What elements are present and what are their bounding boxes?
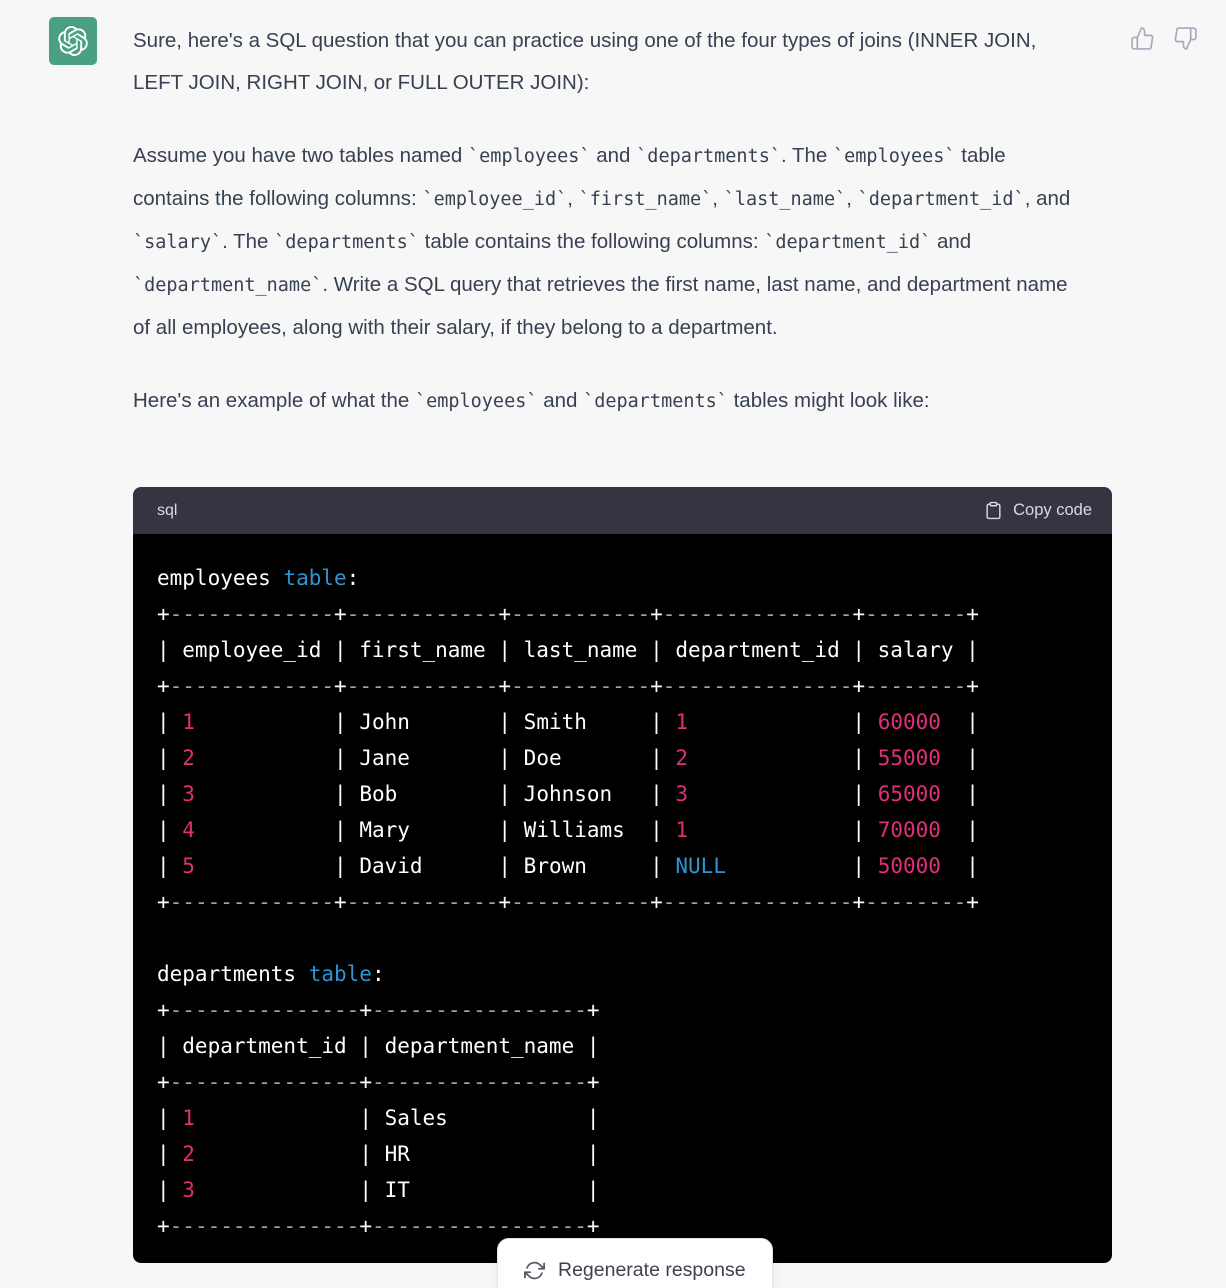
code-line: +-------------+------------+-----------+---------------+--------+ <box>157 602 979 626</box>
inline-code: `department_id` <box>764 232 932 253</box>
openai-logo-icon <box>58 26 88 56</box>
text-run: Sure, here's a SQL question that you can practice using one of the four types of joins (INNER JOIN, LEFT JOIN, RIGHT JOIN, or FULL OUTER JOIN): <box>133 29 1037 94</box>
code-line: | 4 | Mary | Williams | 1 | 70000 | <box>157 818 979 842</box>
text-run: table contains the following columns: <box>418 230 765 253</box>
inline-code: `first_name` <box>578 189 713 210</box>
text-run: , <box>846 187 858 210</box>
code-line: | 2 | Jane | Doe | 2 | 55000 | <box>157 746 979 770</box>
code-line: | employee_id | first_name | last_name | department_id | salary | <box>157 638 979 662</box>
code-block-header <box>133 487 1112 534</box>
text-run: table contains the following columns: <box>133 144 1006 210</box>
code-line: | 5 | David | Brown | NULL | 50000 | <box>157 854 979 878</box>
assistant-message <box>133 20 1078 454</box>
inline-code: `employees` <box>468 146 591 167</box>
paragraph <box>133 380 1078 423</box>
text-run: , <box>712 187 724 210</box>
code-line: | 2 | HR | <box>157 1142 600 1166</box>
text-run: , <box>567 187 579 210</box>
text-run: and <box>537 389 584 412</box>
text-run: Here's an example of what the <box>133 389 415 412</box>
inline-code: `department_name` <box>133 275 323 296</box>
inline-code: `salary` <box>133 232 223 253</box>
thumbs-up-icon <box>1130 39 1155 54</box>
code-line: | 3 | IT | <box>157 1178 600 1202</box>
text-run: tables might look like: <box>727 389 930 412</box>
regenerate-response-button[interactable] <box>497 1238 773 1288</box>
code-line: | 1 | John | Smith | 1 | 60000 | <box>157 710 979 734</box>
code-block <box>133 487 1112 1263</box>
inline-code: `departments` <box>636 146 781 167</box>
text-run: , and <box>1024 187 1071 210</box>
regenerate-icon <box>524 1260 545 1281</box>
code-line: +---------------+-----------------+ <box>157 1070 600 1094</box>
thumbs-down-button[interactable] <box>1173 26 1198 51</box>
thumbs-down-icon <box>1173 39 1198 54</box>
text-run: and <box>590 144 637 167</box>
copy-code-label: Copy code <box>1013 501 1092 519</box>
paragraph <box>133 135 1078 349</box>
message-paragraphs <box>133 20 1078 423</box>
code-line: | department_id | department_name | <box>157 1034 600 1058</box>
code-line: +-------------+------------+-----------+---------------+--------+ <box>157 890 979 914</box>
text-run: . The <box>222 230 275 253</box>
clipboard-icon <box>984 501 1003 520</box>
inline-code: `departments` <box>274 232 419 253</box>
code-line <box>157 920 1088 956</box>
code-content <box>133 534 1112 1263</box>
code-line: | 3 | Bob | Johnson | 3 | 65000 | <box>157 782 979 806</box>
inline-code: `employees` <box>833 146 956 167</box>
assistant-avatar <box>49 17 97 65</box>
paragraph <box>133 20 1078 104</box>
code-line: +-------------+------------+-----------+---------------+--------+ <box>157 674 979 698</box>
thumbs-up-button[interactable] <box>1130 26 1155 51</box>
inline-code: `last_name` <box>723 189 847 210</box>
code-line: employees table: <box>157 566 360 590</box>
inline-code: `department_id` <box>857 189 1025 210</box>
code-line: +---------------+-----------------+ <box>157 998 600 1022</box>
code-line: | 1 | Sales | <box>157 1106 600 1130</box>
regenerate-label: Regenerate response <box>558 1258 746 1281</box>
code-line: +---------------+-----------------+ <box>157 1214 600 1238</box>
inline-code: `employees` <box>414 391 538 412</box>
code-language-label: sql <box>157 501 178 519</box>
inline-code: `departments` <box>583 391 728 412</box>
inline-code: `employee_id` <box>422 189 568 210</box>
text-run: . Write a SQL query that retrieves the first name, last name, and department name of all employees, along with their salary, if they belong to a department. <box>133 273 1068 339</box>
code-line: departments table: <box>157 962 385 986</box>
text-run: . The <box>780 144 834 167</box>
feedback-buttons <box>1130 26 1198 51</box>
copy-code-button[interactable] <box>984 501 1092 520</box>
text-run: and <box>931 230 972 253</box>
text-run: Assume you have two tables named <box>133 144 469 167</box>
